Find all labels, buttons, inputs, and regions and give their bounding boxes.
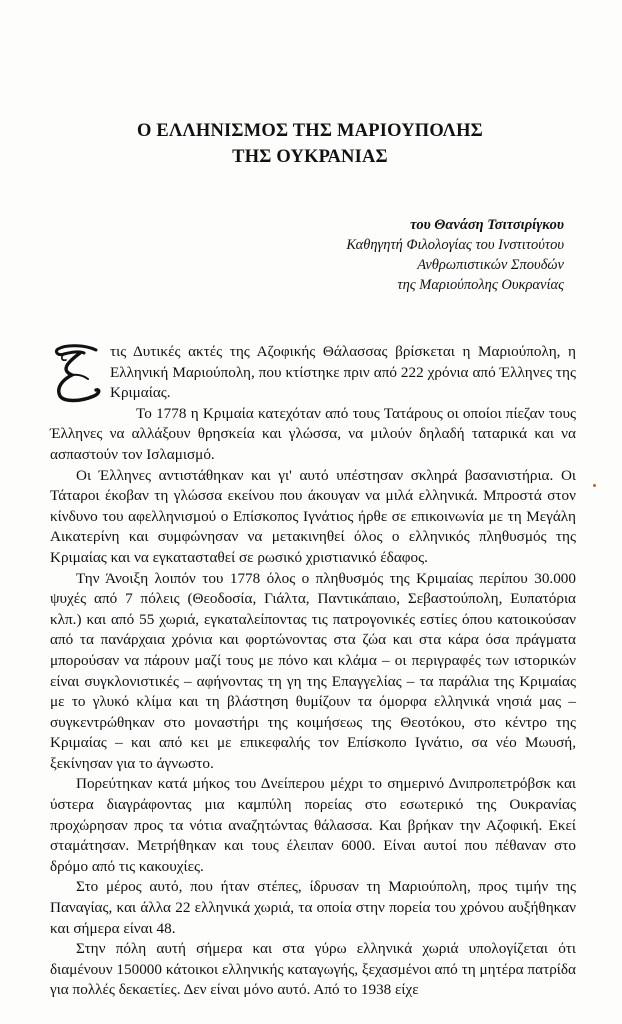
author-byline [204, 215, 564, 295]
paragraph-2: Το 1778 η Κριμαία κατεχόταν από τους Τατάρους οι οποίοι πίεζαν τους Έλληνες να αλλάξουν θρησκεία και γλώσσα, να μιλούν δηλαδή ταταρικά και να ασπαστούν τον Ισλαμισμό. [50, 404, 576, 463]
paragraph-7: Στην πόλη αυτή σήμερα και στα γύρω ελληνικά χωριά υπολογίζεται ότι διαμένουν 150000 κάτοικοι ελληνικής καταγωγής, ξεχασμένοι από τη μητέρα πατρίδα για πολλές δεκαετίες. Δεν είναι μόνο αυτό. Από το 1938 είχε [50, 940, 576, 999]
author-affiliation-line-3: της Μαριούπολης Ουκρανίας [397, 277, 564, 293]
article-body [50, 342, 576, 1001]
paragraph-4: Την Άνοιξη λοιπόν του 1778 όλος ο πληθυσμός της Κριμαίας περίπου 30.000 ψυχές από 7 πόλεις (Θεοδοσία, Γιάλτα, Παντικάπαιο, Σεβαστούπολη, Ευπατόρια κλπ.) και από 55 χωριά, εγκαταλείποντας τις πατρογονικές εστίες όπου κατοικούσαν από τα πανάρχαια χρόνια και φορτώνοντας στα ζώα και στα κάρα όσα πράγματα μπορούσαν να πάρουν μαζί τους με πόνο και κλάμα – οι περιγραφές των ιστορικών είναι συγκλονιστικές – αφήνοντας τη γη της Επαγγελίας – τα παράλια της Κριμαίας με το γλυκό κλίμα και τη βλάστηση θυμίζουν τα όμορφα ελληνικά νησιά μας – συγκεντρώθηκαν στο μοναστήρι της κοιμήσεως της Θεοτόκου, στο κέντρο της Κριμαίας – και από κει με επικεφαλής τον Επίσκοπο Ιγνάτιο, σα νέο Μωυσή, ξεκίνησαν για το άγνωστο. [50, 569, 576, 772]
title-line-1: Ο ΕΛΛΗΝΙΣΜΟΣ ΤΗΣ ΜΑΡΙΟΥΠΟΛΗΣ [137, 121, 483, 141]
paragraph-1 [50, 342, 576, 404]
decorative-dropcap [50, 344, 104, 404]
author-name: του Θανάση Τσιτσιρίγκου [410, 217, 564, 233]
paragraph-1-text: τις Δυτικές ακτές της Αζοφικής Θάλασσας βρίσκεται η Μαριούπολη, η Ελληνική Μαριούπολη, που κτίστηκε πριν από 222 χρόνια από Έλληνες της Κριμαίας. [110, 343, 576, 402]
author-affiliation-line-1: Καθηγητή Φιλολογίας του Ινστιτούτου [346, 237, 564, 253]
article-title [60, 118, 560, 170]
dropcap-sigma-glyph [50, 344, 104, 404]
author-affiliation-line-2: Ανθρωπιστικών Σπουδών [417, 257, 564, 273]
paragraph-5: Πορεύτηκαν κατά μήκος του Δνείπερου μέχρι το σημερινό Δνιπροπετρόβσκ και ύστερα διαγράφοντας μια καμπύλη πορείας στο εσωτερικό της Ουκρανίας προχώρησαν προς τα νότια αναζητώντας θάλασσα. Και βρήκαν την Αζοφική. Εκεί σταμάτησαν. Μετρήθηκαν και τους έλειπαν 6000. Είναι αυτοί που πέθαναν στο δρόμο από τις κακουχίες. [50, 775, 576, 875]
paragraph-6: Στο μέρος αυτό, που ήταν στέπες, ίδρυσαν τη Μαριούπολη, προς τιμήν της Παναγίας, και άλλα 22 ελληνικά χωριά, τα οποία στην πορεία του χρόνου αυξήθηκαν και σήμερα είναι 48. [50, 878, 576, 937]
paragraph-3: Οι Έλληνες αντιστάθηκαν και γι' αυτό υπέστησαν σκληρά βασανιστήρια. Οι Τάταροι έκοβαν τη γλώσσα εκείνου που άκουγαν να μιλά ελληνικά. Μπροστά στον κίνδυνο του αφελληνισμού ο Επίσκοπος Ιγνάτιος ήρθε σε επικοινωνία με τη Μεγάλη Αικατερίνη και συμφώνησαν να μετακινηθεί όλος ο ελληνικός πληθυσμός της Κριμαίας και να εγκατασταθεί σε ρωσικό χριστιανικό έδαφος. [50, 466, 576, 566]
scan-speck [593, 484, 596, 487]
title-line-2: ΤΗΣ ΟΥΚΡΑΝΙΑΣ [232, 147, 388, 167]
